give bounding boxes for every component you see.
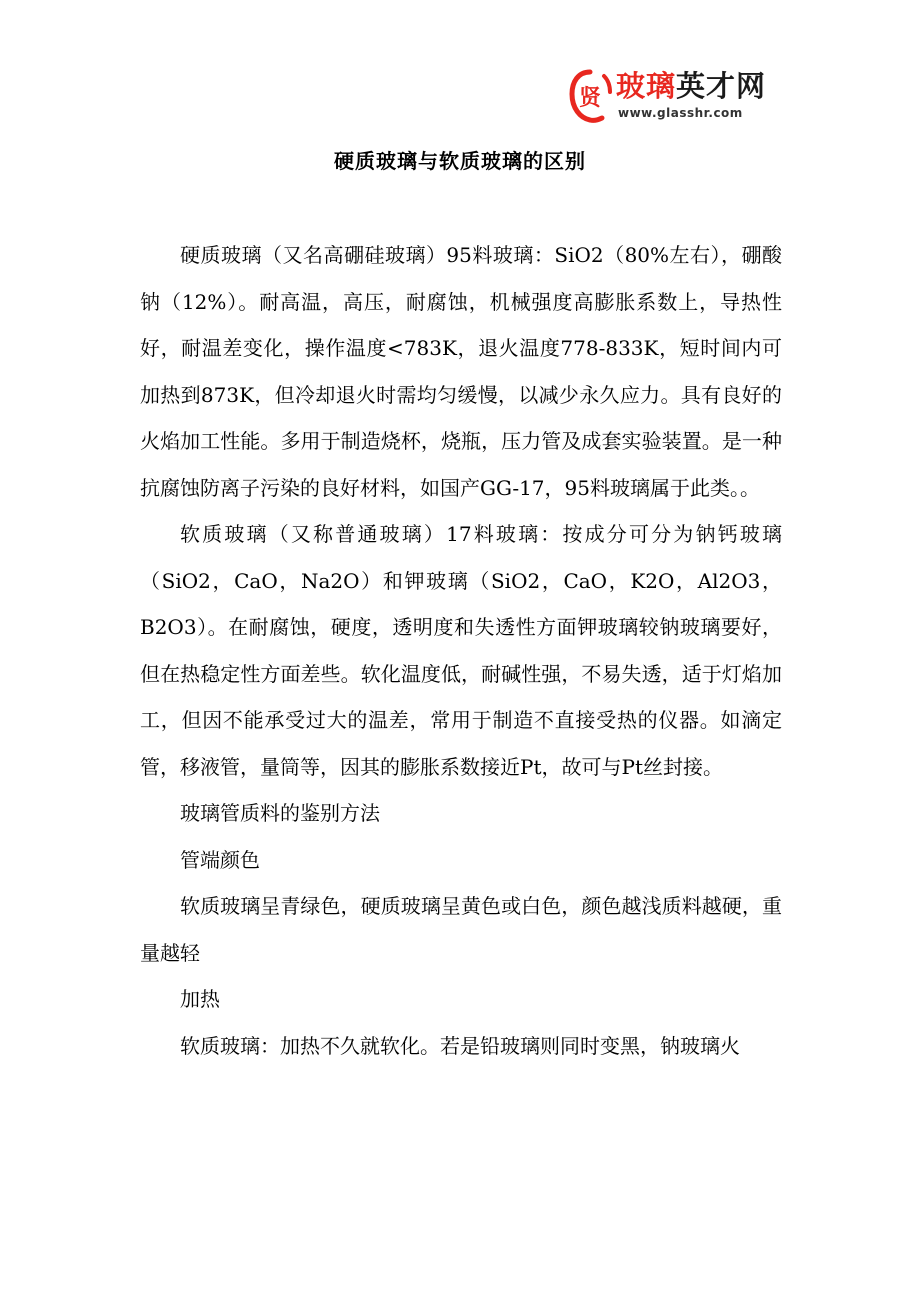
document-title: 硬质玻璃与软质玻璃的区别 <box>334 149 586 173</box>
logo-name-red: 玻璃 <box>616 69 677 103</box>
subheading-tube-end-color: 管端颜色 <box>180 847 260 872</box>
logo-name <box>616 70 766 102</box>
paragraph-soft-glass: 软质玻璃（又称普通玻璃）17料玻璃：按成分可分为钠钙玻璃（SiO2，CaO，Na2O）和钾玻璃（SiO2，CaO，K2O，Al2O3，B2O3）。在耐腐蚀，硬度，透明度和失透性方面钾玻璃较钠玻璃要好，但在热稳定性方面差些。软化温度低，耐碱性强，不易失透，适于灯焰加工，但因不能承受过大的温差，常用于制造不直接受热的仪器。如滴定管，移液管，量筒等，因其的膨胀系数接近Pt，故可与Pt丝封接。 <box>140 522 782 779</box>
paragraph-color-description: 软质玻璃呈青绿色，硬质玻璃呈黄色或白色，颜色越浅质料越硬，重量越轻 <box>140 894 782 965</box>
section-heading-identification: 玻璃管质料的鉴别方法 <box>180 801 380 825</box>
document-body <box>140 232 782 1069</box>
site-logo[interactable] <box>568 66 788 130</box>
paragraph-hard-glass: 硬质玻璃（又名高硼硅玻璃）95料玻璃：SiO2（80%左右），硼酸钠（12%）。耐高温，高压，耐腐蚀，机械强度高膨胀系数上，导热性好，耐温差变化，操作温度<783K，退火温度778-833K，短时间内可加热到873K，但冷却退火时需均匀缓慢，以减少永久应力。具有良好的火焰加工性能。多用于制造烧杯，烧瓶，压力管及成套实验装置。是一种抗腐蚀防离子污染的良好材料，如国产GG-17，95料玻璃属于此类。。 <box>140 243 782 500</box>
logo-mark-icon <box>568 68 612 124</box>
paragraph-heating-description: 软质玻璃：加热不久就软化。若是铅玻璃则同时变黑，钠玻璃火 <box>180 1033 740 1058</box>
logo-glyph: 贤 <box>578 86 602 111</box>
subheading-heating: 加热 <box>180 987 220 1011</box>
logo-url: www.glasshr.com <box>618 106 743 120</box>
logo-name-black: 英才网 <box>676 69 767 103</box>
